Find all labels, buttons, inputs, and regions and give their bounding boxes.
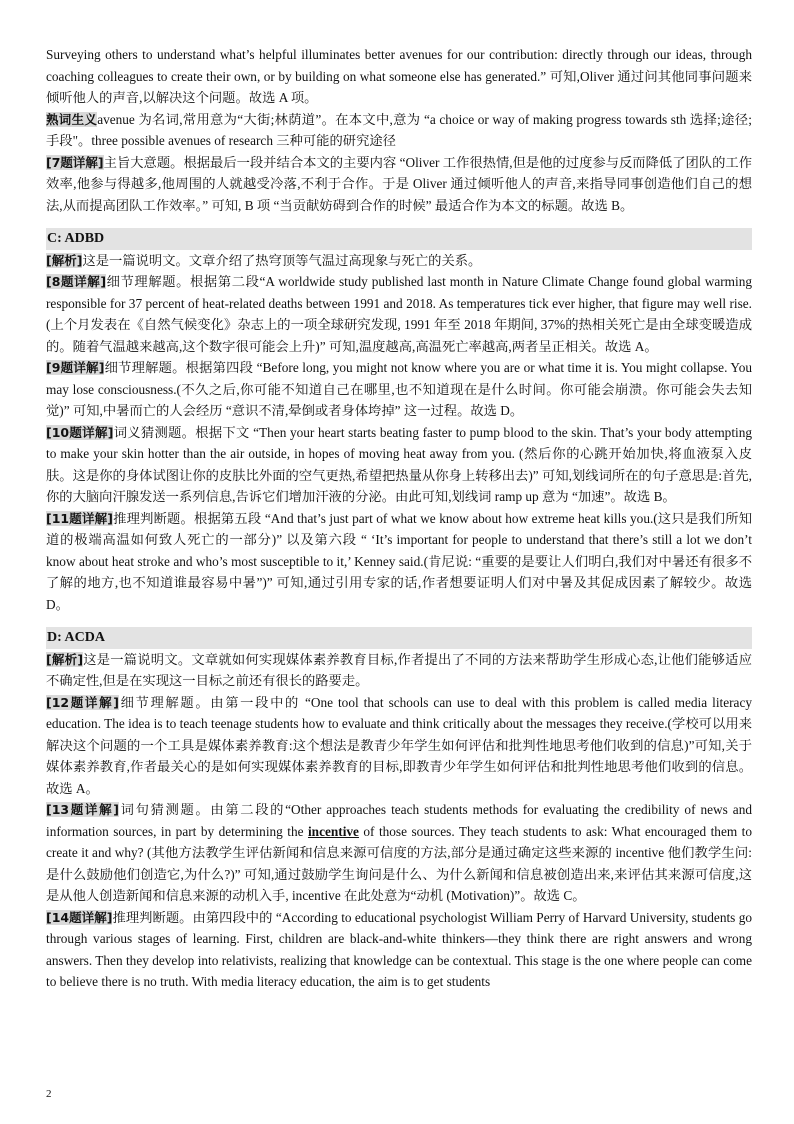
label-tag: [13题详解] — [46, 802, 119, 817]
label-tag: [11题详解] — [46, 510, 114, 526]
paragraph-text: 细节理解题。根据第四段 “Before long, you might not know where you are or what time it is. You might collapse. You may lose consciousness.(不久之后,你可能不知道自己在哪里,也不知道现在是什么时间。你可能会崩溃。你可能会失去知觉)” 可知,中暑而亡的人会经历 “意识不清,晕倒或者身体垮掉” 这一过程。故选 D。 — [46, 360, 752, 418]
label-tag: [14题详解] — [46, 909, 113, 925]
page-number: 2 — [46, 1088, 52, 1100]
paragraph-text: 这是一篇说明文。文章就如何实现媒体素养教育目标,作者提出了不同的方法来帮助学生形成心态,让他们能够适应不确定性,但是在实现这一目标之前还有很长的路要走。 — [46, 651, 752, 688]
label-tag: [10题详解] — [46, 424, 114, 440]
paragraph — [46, 152, 752, 217]
label-tag: [12题详解] — [46, 694, 119, 710]
paragraph-text: 推理判断题。根据第五段 “And that’s just part of what we know about how extreme heat kills you.(这只是我们所知道的极端高温如何致人死亡的一部分)” 以及第六段 “ ‘It’s important for people to understand that there’s still a lot we don’t know about heat stroke and who’s most susceptible to it,’ Kenney said.(肯尼说: “重要的是要让人们明白,我们对中暑还有很多不了解的地方,也不知道谁最容易中暑”)” 可知,通过引用专家的话,作者想要证明人们对中暑及其促成因素了解较少。故选 D。 — [46, 510, 752, 612]
paragraph-text: 推理判断题。由第四段中的 “According to educational psychologist William Perry of Harvard University, students go through various stages of learning. First, children are black-and-white thinkers—they think there are right answers and wrong answers. Then they develop into relativists, realizing that knowledge can be contextual. This stage is the one where people can come to believe there is no truth. With media literacy education, the aim is to get students — [46, 909, 753, 989]
paragraph — [46, 109, 752, 152]
label-tag: 熟词生义 — [46, 111, 98, 127]
section-header: D: ACDA — [46, 627, 752, 649]
paragraph — [46, 250, 752, 272]
label-tag: [解析] — [46, 252, 83, 268]
underlined-word: incentive — [307, 823, 359, 839]
paragraph — [46, 649, 752, 692]
paragraph-text: 这是一篇说明文。文章介绍了热穹顶等气温过高现象与死亡的关系。 — [82, 252, 482, 268]
paragraph — [46, 422, 752, 508]
paragraph-text: 词句猜测题。由第二段的“Other approaches teach students methods for evaluating the credibility of news and information sources, in part by determining the — [46, 802, 753, 839]
paragraph-text: 细节理解题。由第一段中的 “One tool that schools can use to deal with this problem is called media literacy education. The idea is to teach teenage students how to evaluate and think critically about the messages they receive.(学校可以用来解决这个问题的一个工具是媒体素养教育:这个想法是教青少年学生如何评估和批判性地思考他们收到的信息)”可知,关于媒体素养教育,作者最关心的是如何实现媒体素养教育的目标,即教青少年学生如何评估和批判性地思考他们收到的信息。故选 A。 — [46, 694, 752, 796]
document-body — [46, 44, 752, 993]
paragraph-text: 主旨大意题。根据最后一段并结合本文的主要内容 “Oliver 工作很热情,但是他的过度参与反而降低了团队的工作效率,他参与得越多,他周围的人就越受冷落,不利于合作。于是 Oliver 通过倾听他人的声音,来指导同事创造他们自己的想法,从而提高团队工作效率。” 可知, B 项 “当贡献妨碍到合作的时候” 最适合作为本文的标题。故选 B。 — [46, 154, 753, 213]
section-header: C: ADBD — [46, 228, 752, 250]
paragraph — [46, 271, 752, 357]
paragraph — [46, 907, 752, 993]
paragraph — [46, 692, 752, 800]
paragraph — [46, 799, 752, 907]
paragraph-text: avenue 为名词,常用意为“大街;林荫道”。在本文中,意为 “a choice or way of making progress towards sth 选择;途径;手段"。three possible avenues of research 三种可能的研究途径 — [46, 111, 752, 148]
paragraph-text: of those sources. They teach students to ask: What encouraged them to create it and why? (其他方法教学生评估新闻和信息来源可信度的方法,部分是通过确定这些来源的 incentive 他们教学生问:是什么鼓励他们创造它,为什么?)” 可知,通过鼓励学生询问是什么、为什么新闻和信息被创造出来,来评估其来源可信度,这是从他人创造新闻和信息来源的动机入手, incentive 在此处意为“动机 (Motivation)”。故选 C。 — [46, 823, 752, 903]
label-tag: [9题详解] — [46, 360, 105, 375]
label-tag: [8题详解] — [46, 274, 107, 289]
label-tag: [7题详解] — [46, 154, 104, 170]
paragraph-text: 词义猜测题。根据下文 “Then your heart starts beating faster to pump blood to the skin. That’s your body attempting to make your skin hotter than the air outside, in hopes of moving heat away from you. (然后你的心跳开始加快,将血液泵入皮肤。这是你的身体试图让你的皮肤比外面的空气更热,希望把热量从你身上转移出去)” 可知,划线词所在的句子意思是:首先,你的大脑向汗腺发送一系列信息,告诉它们增加汗液的分泌。由此可知,划线词 ramp up 意为 “加速”。故选 B。 — [46, 424, 753, 504]
paragraph — [46, 508, 752, 616]
paragraph — [46, 357, 752, 422]
paragraph-text: 细节理解题。根据第二段“A worldwide study published last month in Nature Climate Change found global warming responsible for 37 percent of heat-related deaths between 1991 and 2018. As temperatures tick ever higher, that figure may well rise.(上个月发表在《自然气候变化》杂志上的一项全球研究发现, 1991 年至 2018 年期间, 37%的热相关死亡是由全球变暖造成的。随着气温越来越高,这个数字很可能会上升)” 可知,温度越高,高温死亡率越高,两者呈正相关。故选 A。 — [46, 274, 752, 354]
paragraph: Surveying others to understand what’s helpful illuminates better avenues for our contribution: directly through our ideas, through coaching colleagues to create their own, or by building on what someone else has generated.” 可知,Oliver 通过问其他同事问题来倾听他人的声音,以解决这个问题。故选 A 项。 — [46, 47, 752, 105]
label-tag: [解析] — [46, 651, 84, 667]
